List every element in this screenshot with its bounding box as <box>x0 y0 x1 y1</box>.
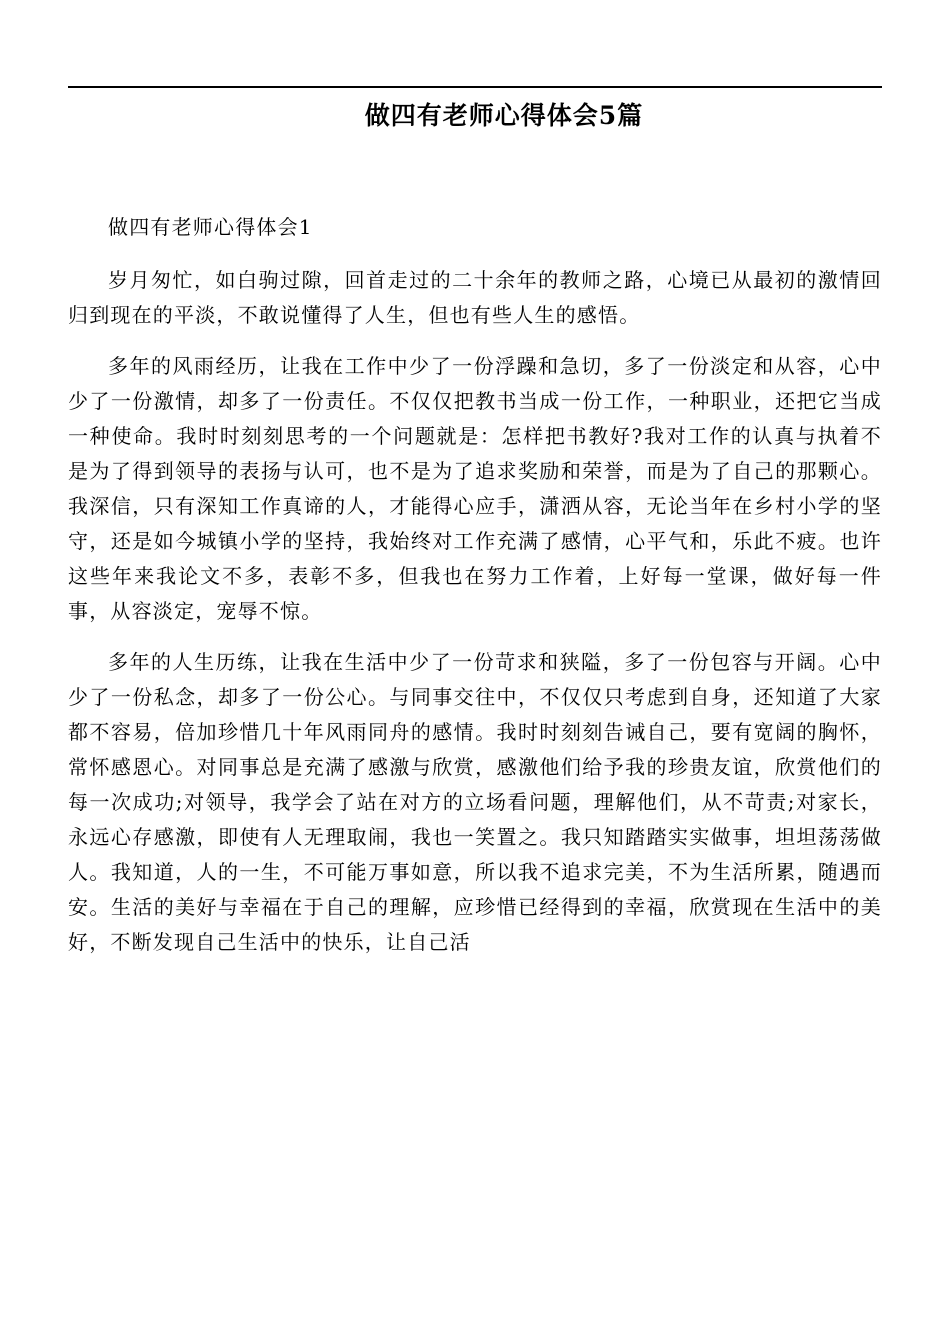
section-heading: 做四有老师心得体会1 <box>108 215 313 239</box>
paragraph-3: 多年的人生历练，让我在生活中少了一份苛求和狭隘，多了一份包容与开阔。心中少了一份私念，却多了一份公心。与同事交往中，不仅仅只考虑到自身，还知道了大家都不容易，倍加珍惜几十年风雨同舟的感情。我时时刻刻告诫自己，要有宽阔的胸怀，常怀感恩心。对同事总是充满了感激与欣赏，感激他们给予我的珍贵友谊，欣赏他们的每一次成功;对领导，我学会了站在对方的立场看问题，理解他们，从不苛责;对家长，永远心存感激，即使有人无理取闹，我也一笑置之。我只知踏踏实实做事，坦坦荡荡做人。我知道，人的一生，不可能万事如意，所以我不追求完美，不为生活所累，随遇而安。生活的美好与幸福在于自己的理解，应珍惜已经得到的幸福，欣赏现在生活中的美好，不断发现自己生活中的快乐，让自己活 <box>68 650 882 954</box>
paragraph-1: 岁月匆忙，如白驹过隙，回首走过的二十余年的教师之路，心境已从最初的激情回归到现在的平淡，不敢说懂得了人生，但也有些人生的感悟。 <box>68 268 882 327</box>
paragraph-2: 多年的风雨经历，让我在工作中少了一份浮躁和急切，多了一份淡定和从容，心中少了一份激情，却多了一份责任。不仅仅把教书当成一份工作，一种职业，还把它当成一种使命。我时时刻刻思考的一个问题就是：怎样把书教好?我对工作的认真与执着不是为了得到领导的表扬与认可，也不是为了追求奖励和荣誉，而是为了自己的那颗心。我深信，只有深知工作真谛的人，才能得心应手，潇洒从容，无论当年在乡村小学的坚守，还是如今城镇小学的坚持，我始终对工作充满了感情，心平气和，乐此不疲。也许这些年来我论文不多，表彰不多，但我也在努力工作着，上好每一堂课，做好每一件事，从容淡定，宠辱不惊。 <box>68 354 882 623</box>
header-rule <box>68 86 882 88</box>
document-body <box>68 210 882 976</box>
document-title: 做四有老师心得体会5篇 <box>364 101 644 130</box>
